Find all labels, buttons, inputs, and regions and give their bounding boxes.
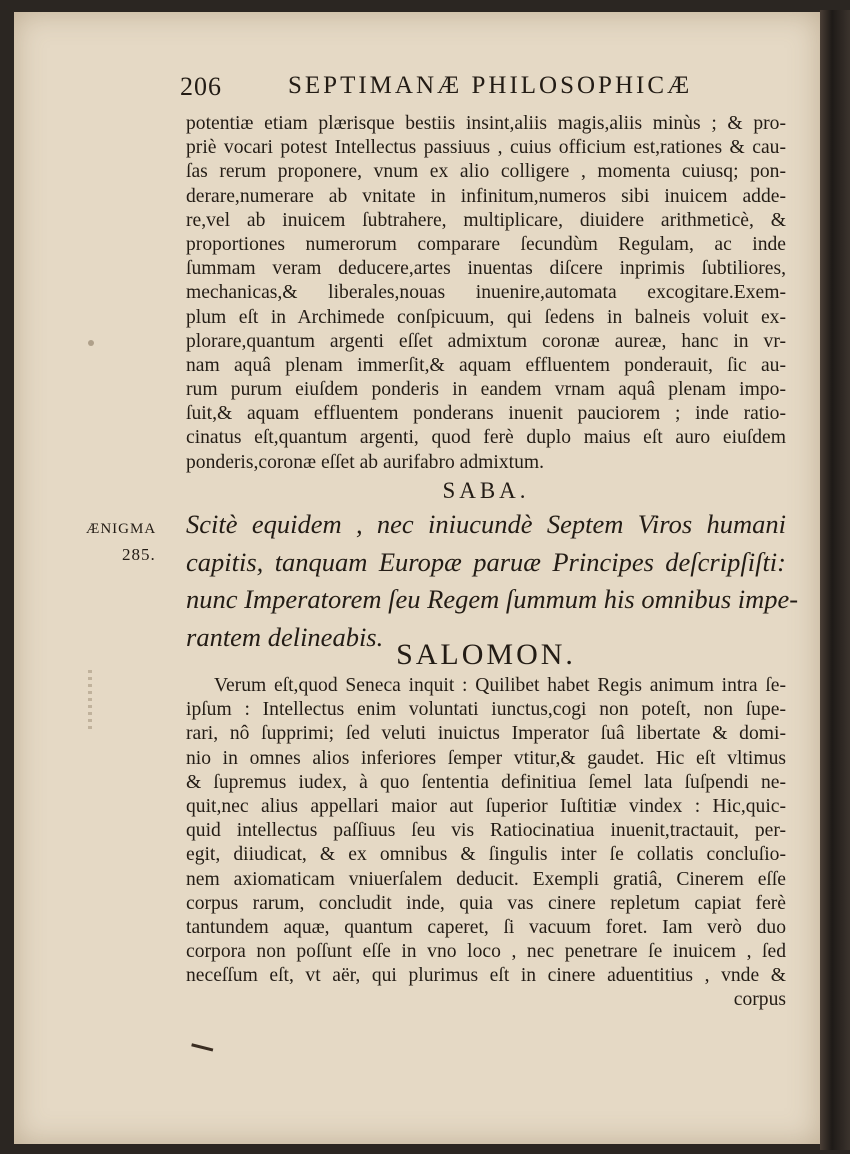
text-line: derare,numerare ab vnitate in infinitum,numeros sibi inuicem adde- <box>186 185 786 207</box>
margin-note-number: 285. <box>122 545 156 564</box>
text-line: corpus rarum, concludit inde, quia vas cinere repletum capiat ferè <box>186 892 786 914</box>
text-line: quid intellectus paſſiuus ſeu vis Ratiocinatiua inuenit,tractauit, per- <box>186 820 786 842</box>
book-gutter-edge <box>820 10 850 1150</box>
text-line: tantundem aquæ, quantum caperet, ſi vacuum foret. Iam verò duo <box>186 916 786 938</box>
text-line: mechanicas,& liberales,nouas inuenire,automata excogitare.Exem- <box>186 282 786 304</box>
margin-note <box>86 516 182 568</box>
text-line: neceſſum eſt, vt aër, qui plurimus eſt in cinere aduentitius , vnde & <box>186 965 786 987</box>
text-line: nem axiomaticam vniuerſalem deducit. Exempli gratiâ, Cinerem eſſe <box>186 868 786 890</box>
running-title: SEPTIMANÆ PHILOSOPHICÆ <box>288 72 693 99</box>
text-line: potentiæ etiam plærisque bestiis insint,aliis magis,aliis minùs ; & pro- <box>186 113 786 134</box>
text-line: ſuit,& aquam effluentem ponderans inuenit pauciorem ; inde ratio- <box>186 403 786 425</box>
italic-line: nunc Imperatorem ſeu Regem ſummum his omnibus impe- <box>186 584 799 614</box>
text-line: priè vocari potest Intellectus passiuus , cuius officium est,rationes & cau- <box>186 137 786 159</box>
paragraph-body-1 <box>186 112 786 475</box>
text-line: ipſum : Intellectus enim voluntati iunctus,cogi non poteſt, non ſupe- <box>186 699 786 721</box>
paper-wear-marks <box>88 670 92 730</box>
text-line: nam aquâ plenam immerſit,& aquam effluentem ponderauit, ſic au- <box>186 354 786 376</box>
text-line: ſas rerum proponere, vnum ex alio colligere , momenta cuiusq; pon- <box>186 161 786 183</box>
margin-note-label: ÆNIGMA <box>86 521 157 537</box>
italic-line: Scitè equidem , nec iniucundè Septem Viros humani <box>186 509 786 539</box>
text-line: plum eſt in Archimede conſpicuum, qui ſedens in balneis voluit ex- <box>186 306 786 328</box>
text-line: cinatus eſt,quantum argenti, quod ferè duplo maius eſt auro eiuſdem <box>186 427 786 449</box>
paragraph-body-2 <box>186 674 786 1013</box>
text-line: Verum eſt,quod Seneca inquit : Quilibet habet Regis animum intra ſe- <box>214 675 786 696</box>
text-line: rum purum eiuſdem ponderis in eandem vrnam aquâ plenam impo- <box>186 379 786 401</box>
text-line: corpora non poſſunt eſſe in vno loco , nec penetrare ſe inuicem , ſed <box>186 941 786 963</box>
text-line: & ſupremus iudex, à quo ſententia definitiua ſemel lata ſuſpendi ne- <box>186 771 786 793</box>
text-line: proportiones numerorum comparare ſecundùm Regulam, ac inde <box>186 233 786 255</box>
paper-stain <box>88 340 94 346</box>
text-line: plorare,quantum argenti eſſet admixtum coronæ aureæ, hanc in vr- <box>186 330 786 352</box>
text-line: egit, diiudicat, & ex omnibus & ſingulis inter ſe collatis concluſio- <box>186 844 786 866</box>
text-line: ſummam veram deducere,artes inuentas diſcere inprimis ſubtiliores, <box>186 258 786 280</box>
italic-passage <box>186 506 799 656</box>
italic-line: capitis, tanquam Europæ paruæ Principes deſcripſiſti: <box>186 546 786 577</box>
text-line: ponderis,coronæ eſſet ab aurifabro admixtum. <box>186 451 545 473</box>
page-number: 206 <box>180 72 222 101</box>
italic-line: rantem delineabis. <box>186 621 384 652</box>
speaker-heading-salomon: SALOMON. <box>396 638 576 671</box>
catchword: corpus <box>733 989 786 1011</box>
text-line: rari, nô ſupprimi; ſed veluti inuictus Imperator ſuâ libertate & domi- <box>186 723 786 745</box>
text-line: quit,nec alius appellari maior aut ſuperior Iuſtitiæ vindex : Hic,quic- <box>186 795 786 817</box>
speaker-heading-saba: SABA. <box>442 478 530 503</box>
text-line: re,vel ab inuicem ſubtrahere, multiplicare, diuidere arithmeticè, & <box>186 209 786 231</box>
page-header <box>180 72 770 104</box>
text-line: nio in omnes alios inferiores ſemper vtitur,& gaudet. Hic eſt vltimus <box>186 747 786 769</box>
